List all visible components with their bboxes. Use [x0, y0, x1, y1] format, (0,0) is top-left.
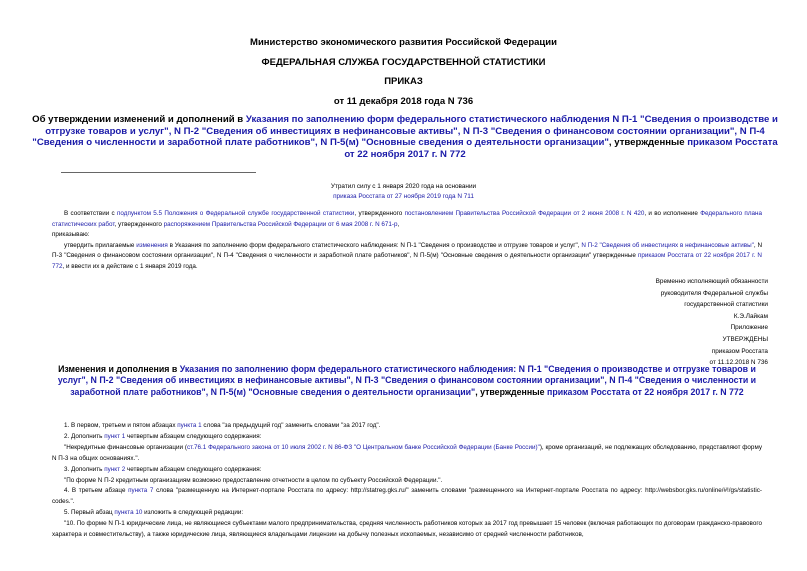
preamble-text: , утвержденного	[114, 220, 164, 228]
approve-text: утвердить прилагаемые	[64, 241, 137, 249]
item-text: ), кроме организаций, не подлежащих обследованию, представляют форму N П-3 на общих основаниях.".	[52, 443, 762, 462]
annex-label: Приложение	[730, 324, 768, 332]
approve-text: , N П-3 "Сведения о финансовом состоянии организации", N П-4 "Сведения о численности и заработной плате работников", N П-5(м) "Основные сведения о деятельности организации" утвержденные	[52, 241, 762, 260]
approve-paragraph	[52, 241, 762, 273]
signature-block	[656, 276, 768, 369]
list-item	[52, 508, 762, 519]
annex-title-prefix: Изменения и дополнения в	[58, 364, 180, 374]
link-regulation-5-5[interactable]: подпунктом 5.5 Положения о Федеральной службе государственной статистики	[117, 210, 355, 217]
link-point-1[interactable]: пункта 1	[177, 422, 202, 429]
link-point-7[interactable]: пункта 7	[128, 487, 154, 495]
list-item-quote	[52, 443, 762, 465]
lost-force-note	[0, 182, 807, 202]
divider	[61, 172, 256, 173]
list-item-quote: "По форме N П-2 кредитным организациям возможно предоставление отчетности в целом по субъекту Российской Федерации.".	[64, 476, 443, 484]
list-item	[52, 465, 762, 476]
item-text: 1. В первом, третьем и пятом абзацах	[64, 422, 178, 429]
preamble-text: ,	[397, 220, 400, 228]
lost-force-link[interactable]: приказа Росстата от 27 ноября 2019 года N 711	[333, 193, 474, 200]
list-item	[52, 421, 762, 432]
preamble	[52, 209, 762, 273]
item-text: 2. Дополнить	[64, 432, 105, 440]
item-text: 5. Первый абзац	[64, 509, 115, 517]
item-text: четвертым абзацем следующего содержания:	[125, 465, 262, 473]
preamble-text: , и во исполнение	[644, 210, 701, 217]
link-changes[interactable]: изменения	[136, 241, 168, 249]
approved-by: приказом Росстата	[711, 347, 768, 355]
link-form-p2[interactable]: N П-2 "Сведения об инвестициях в нефинансовые активы"	[581, 241, 754, 249]
service-name: ФЕДЕРАЛЬНАЯ СЛУЖБА ГОСУДАРСТВЕННОЙ СТАТИСТИКИ	[261, 57, 546, 68]
approved-label: УТВЕРЖДЕНЫ	[722, 335, 768, 343]
document-date-number: от 11 декабря 2018 года N 736	[333, 96, 474, 107]
annex-title-link-instructions[interactable]: Указания по заполнению форм федерального статистического наблюдения: N П-1 "Сведения о производстве и отгрузке товаров и услуг", N П-2 "Сведения об инвестициях в нефинансовые активы", N П-3 "Сведения о финансовом состоянии организации", N П-4 "Сведения о численности и заработной плате работников", N П-5(м) "Основные сведения о деятельности организации"	[57, 364, 757, 397]
link-decree-420[interactable]: постановлением Правительства Российской Федерации от 2 июня 2008 г. N 420	[404, 210, 645, 217]
annex-title-link-order-772[interactable]: приказом Росстата от 22 ноября 2017 г. N 772	[547, 386, 744, 397]
signature-line: руководителя Федеральной службы	[660, 289, 768, 297]
link-law-86fz[interactable]: ст.76.1 Федерального закона от 10 июля 2002 г. N 86-ФЗ "О Центральном банке Российской Федерации (Банке России)"	[186, 443, 540, 451]
approved-date: от 11.12.2018 N 736	[709, 359, 768, 367]
approve-text: , и ввести их в действие с 1 января 2019 года.	[62, 262, 198, 270]
document-type: ПРИКАЗ	[384, 76, 423, 87]
link-order-671[interactable]: распоряжением Правительства Российской Федерации от 6 мая 2008 г. N 671-р	[163, 220, 398, 228]
preamble-text: , утвержденного	[354, 210, 405, 217]
link-point-10[interactable]: пункта 10	[114, 509, 143, 517]
annex-title	[52, 364, 762, 398]
title-link-order-772[interactable]: приказом Росстата от 22 ноября 2017 г. N 772	[344, 137, 778, 160]
item-text: 3. Дополнить	[64, 465, 105, 473]
item-text: 4. В третьем абзаце	[64, 487, 129, 495]
document-title	[30, 114, 780, 160]
link-point-1[interactable]: пункт 1	[104, 432, 126, 440]
item-text: слова "размещенную на Интернет-портале Росстата по адресу: http://statreg.gks.ru/" заменить словами "размещенного на Интернет-портале Росстата по адресу: http://websbor.gks.ru/online/#!/gs/statistic-codes.".	[52, 487, 762, 506]
amendment-items	[52, 421, 762, 541]
signature-line: государственной статистики	[684, 301, 768, 309]
title-link-instructions[interactable]: Указания по заполнению форм федерального статистического наблюдения N П-1 "Сведения о производстве и отгрузке товаров и услуг", N П-2 "Сведения об инвестициях в нефинансовые активы", N П-3 "Сведения о финансовом состоянии организации", N П-4 "Сведения о численности и заработной плате работников", N П-5(м) "Основные сведения о деятельности организации"	[32, 114, 778, 148]
lost-force-text: Утратил силу с 1 января 2020 года на основании	[330, 183, 477, 190]
item-text: изложить в следующей редакции:	[142, 509, 244, 517]
list-item	[52, 432, 762, 443]
approve-text: в Указания по заполнению форм федерального статистического наблюдения: N П-1 "Сведения о производстве и отгрузке товаров и услуг",	[167, 241, 582, 249]
signer-name: К.Э.Лайкам	[733, 312, 768, 320]
signature-line: Временно исполняющий обязанности	[655, 278, 768, 285]
annex-title-mid: , утвержденные	[475, 386, 548, 397]
preamble-paragraph	[52, 209, 762, 230]
link-point-2[interactable]: пункт 2	[104, 465, 126, 473]
link-federal-plan[interactable]: Федерального плана статистических работ	[52, 210, 762, 228]
list-item-quote: "10. По форме N П-1 юридические лица, не являющиеся субъектами малого предпринимательства, средняя численность работников которых за 2017 год превышает 15 человек (включая работающих по договорам гражданско-правового характера и совместительству), а также юридические лица, являющиеся владельцами лицензии на добычу полезных ископаемых, независимо от средней численности работников,	[52, 520, 762, 539]
preamble-text: В соответствии с	[64, 210, 118, 217]
link-order-772[interactable]: приказом Росстата от 22 ноября 2017 г. N 772	[52, 252, 762, 270]
item-text: четвертым абзацем следующего содержания:	[125, 432, 262, 440]
item-text: слова "за предыдущий год" заменить словами "за 2017 год".	[201, 422, 381, 429]
title-mid: , утвержденные	[608, 137, 688, 148]
title-prefix: Об утверждении изменений и дополнений в	[32, 114, 246, 125]
order-word: приказываю:	[52, 231, 90, 239]
item-text: "Некредитные финансовые организации (	[64, 443, 187, 451]
ministry-name: Министерство экономического развития Российской Федерации	[250, 37, 557, 48]
list-item	[52, 486, 762, 508]
